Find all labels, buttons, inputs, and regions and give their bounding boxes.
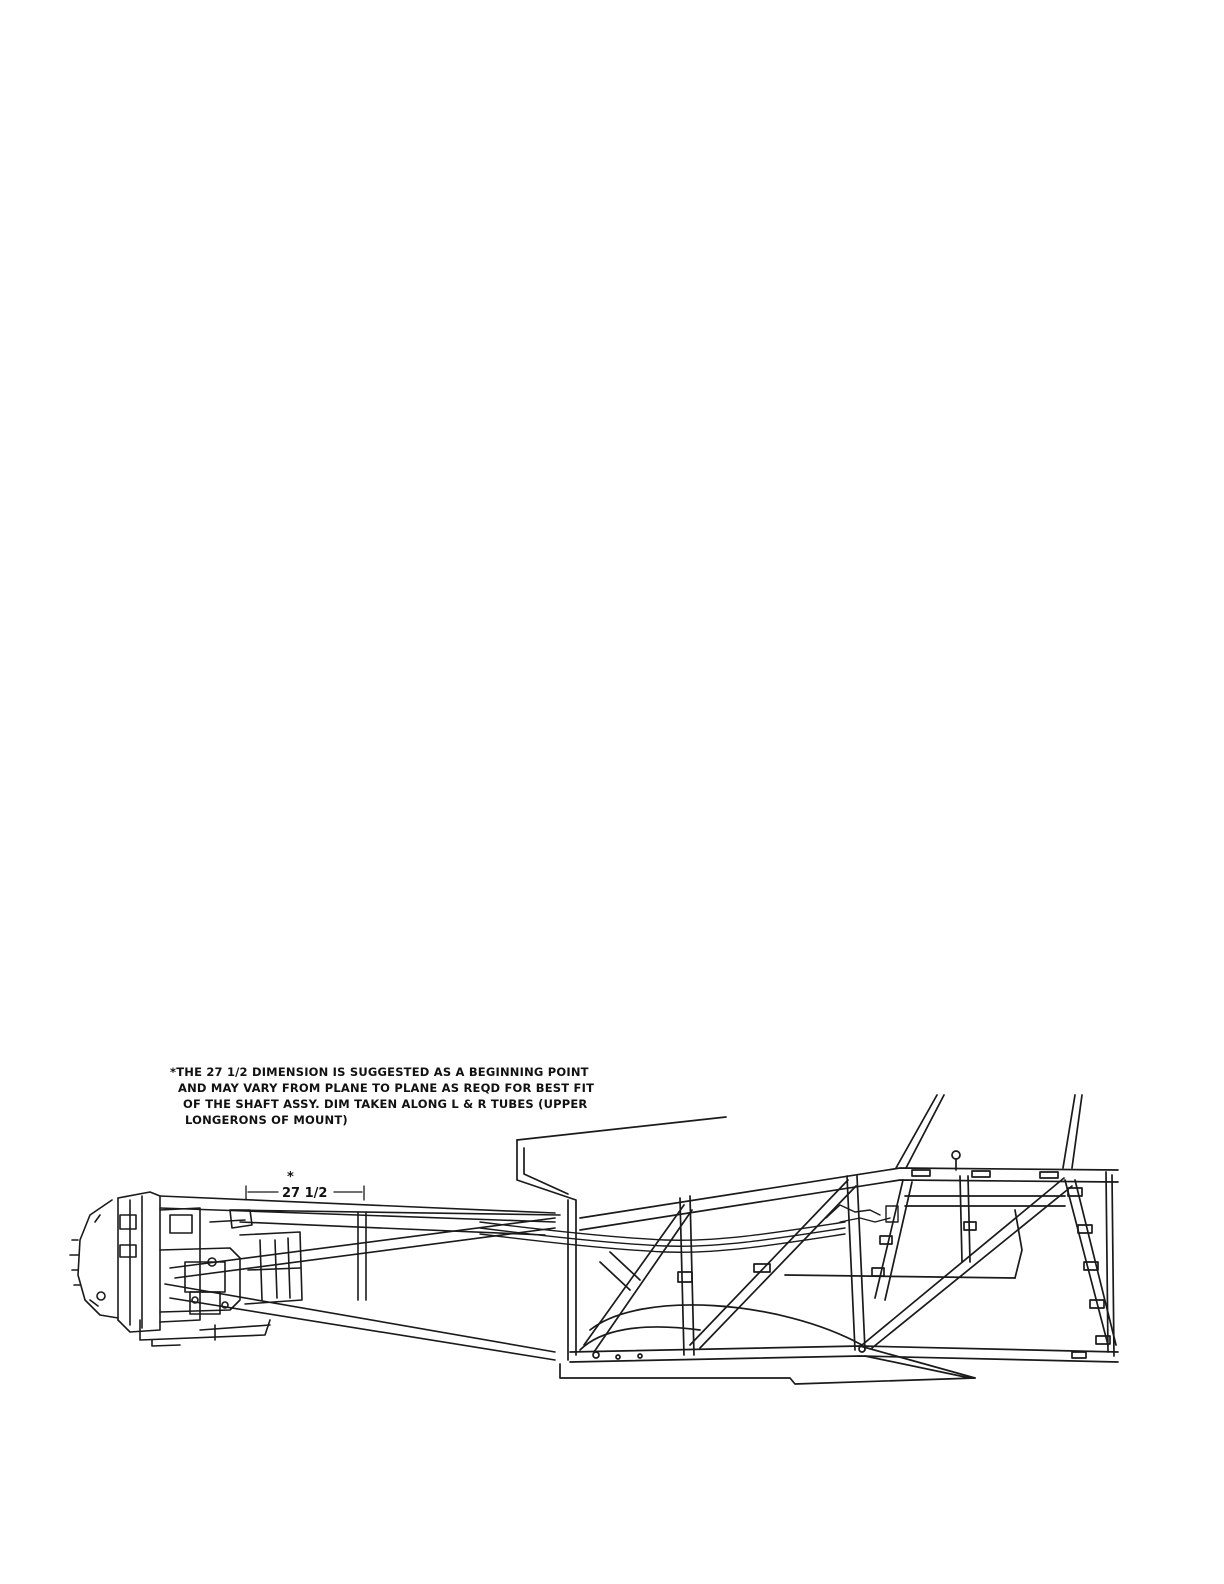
dimension-27-half [246, 1170, 364, 1201]
note-line-1: *THE 27 1/2 DIMENSION IS SUGGESTED AS A BEGINNING POINT [170, 1065, 589, 1079]
dimension-asterisk: * [287, 1170, 294, 1185]
fuselage-frame [517, 1095, 1118, 1384]
engine-assembly [70, 1192, 302, 1346]
note-line-2: AND MAY VARY FROM PLANE TO PLANE AS REQD FOR BEST FIT [178, 1081, 595, 1095]
note-line-3: OF THE SHAFT ASSY. DIM TAKEN ALONG L & R TUBES (UPPER [183, 1097, 588, 1111]
engine-mount-tubes [160, 1196, 560, 1360]
note-line-4: LONGERONS OF MOUNT) [185, 1113, 348, 1127]
dimension-label: 27 1/2 [282, 1186, 328, 1201]
